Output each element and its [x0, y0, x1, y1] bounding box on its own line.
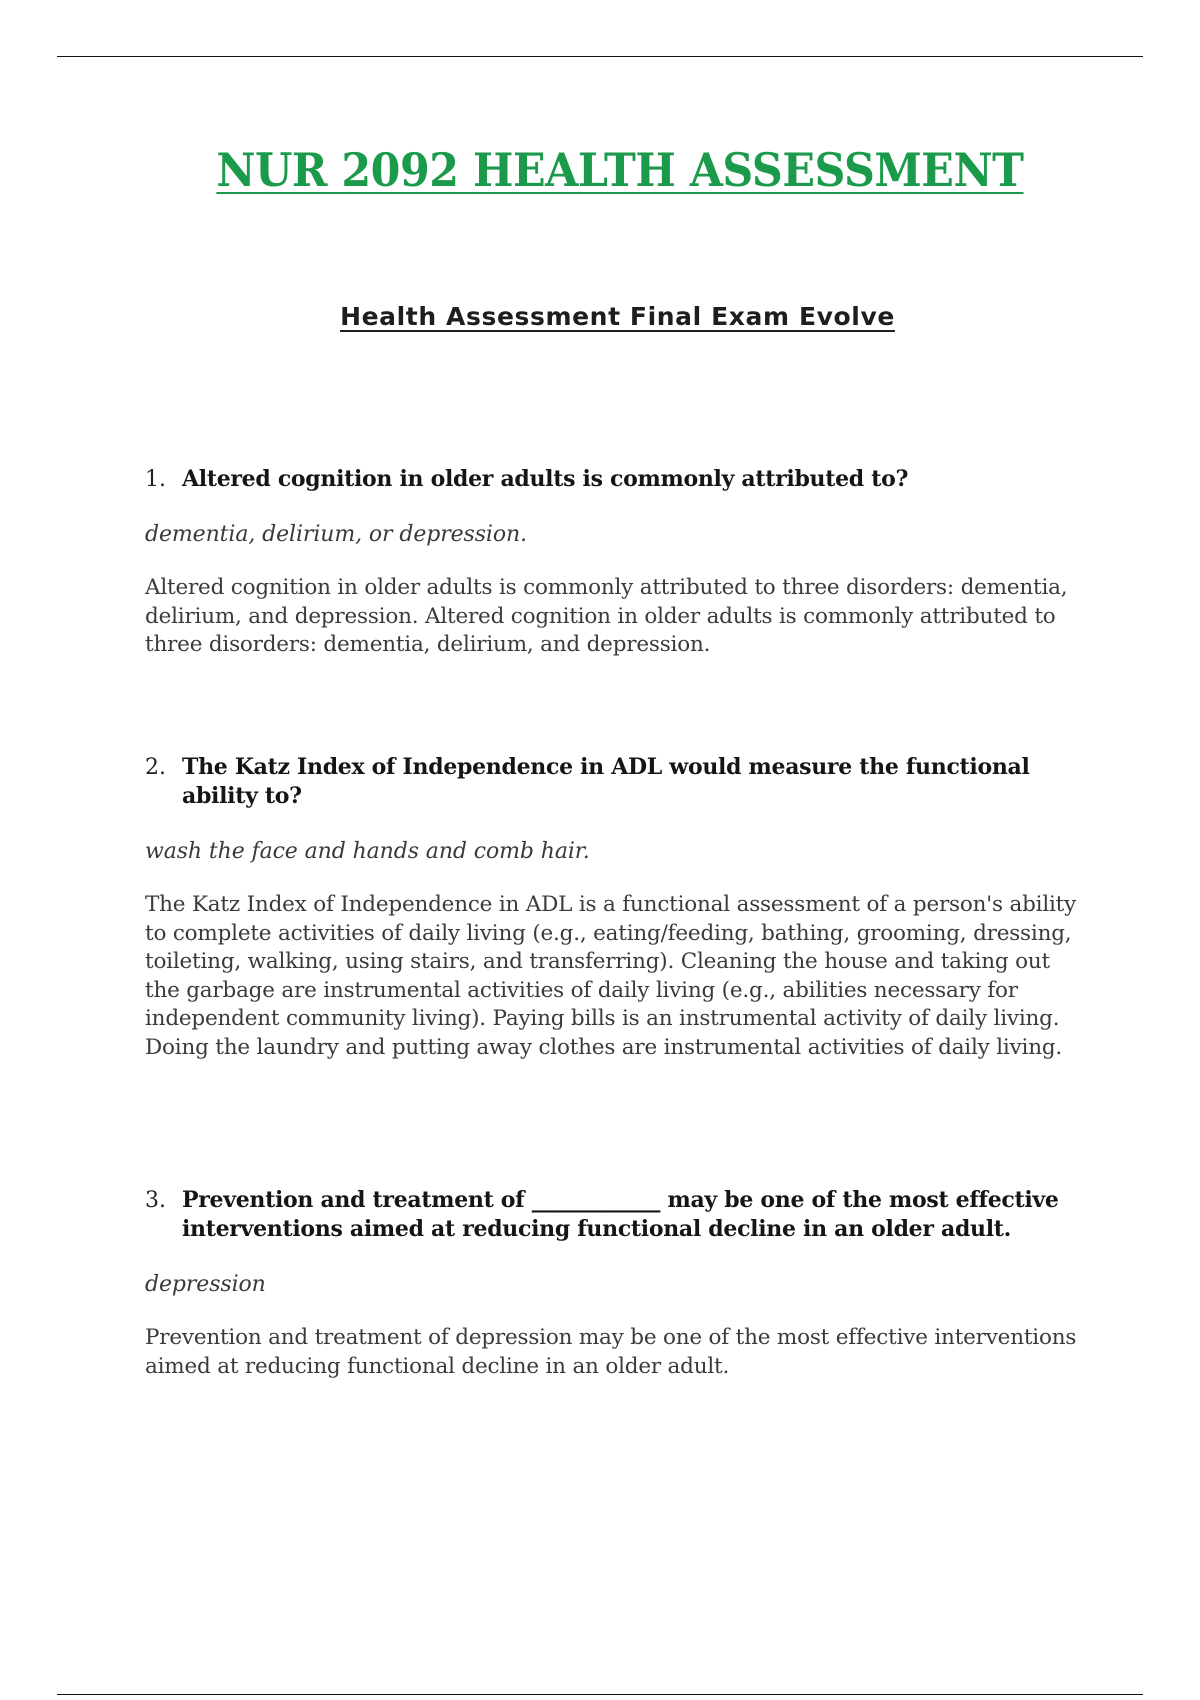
question-answer: wash the face and hands and comb hair. — [145, 839, 590, 864]
question-number: 1. — [145, 467, 166, 492]
question-explanation: Altered cognition in older adults is commonly attributed to three disorders: dementia, delirium, and depression. Altered cognition in older adults is commonly attributed to three disorders: dementia, delirium, and depression. — [145, 575, 1068, 657]
document-subtitle-text: Health Assessment Final Exam Evolve — [340, 302, 895, 331]
top-rule — [57, 56, 1143, 57]
question-1 — [145, 465, 1080, 660]
question-number: 2. — [145, 755, 166, 780]
question-explanation: Prevention and treatment of depression may be one of the most effective interventions aimed at reducing functional decline in an older adult. — [145, 1325, 1077, 1379]
question-text: Prevention and treatment of ____________ may be one of the most effective interventions aimed at reducing functional decline in an older adult. — [182, 1187, 1059, 1242]
question-text: The Katz Index of Independence in ADL would measure the functional ability to? — [182, 754, 1030, 809]
question-number: 3. — [145, 1188, 166, 1213]
document-subtitle — [0, 302, 1200, 331]
question-heading — [145, 753, 1080, 811]
question-heading — [145, 465, 1080, 494]
question-explanation: The Katz Index of Independence in ADL is a functional assessment of a person's ability to complete activities of daily living (e.g., eating/feeding, bathing, grooming, dressing, toileting, walking, using stairs, and transferring). Cleaning the house and taking out the garbage are instrumental activities of daily living (e.g., abilities necessary for independent community living). Paying bills is an instrumental activity of daily living. Doing the laundry and putting away clothes are instrumental activities of daily living. — [145, 892, 1077, 1060]
document-title-text: NUR 2092 HEALTH ASSESSMENT — [216, 143, 1024, 197]
document-title — [0, 143, 1200, 197]
question-answer: depression — [145, 1272, 266, 1297]
question-3 — [145, 1186, 1080, 1381]
bottom-rule — [57, 1694, 1143, 1695]
question-2 — [145, 753, 1080, 1062]
question-heading — [145, 1186, 1080, 1244]
question-text: Altered cognition in older adults is commonly attributed to? — [182, 466, 909, 492]
question-answer: dementia, delirium, or depression. — [145, 522, 527, 547]
